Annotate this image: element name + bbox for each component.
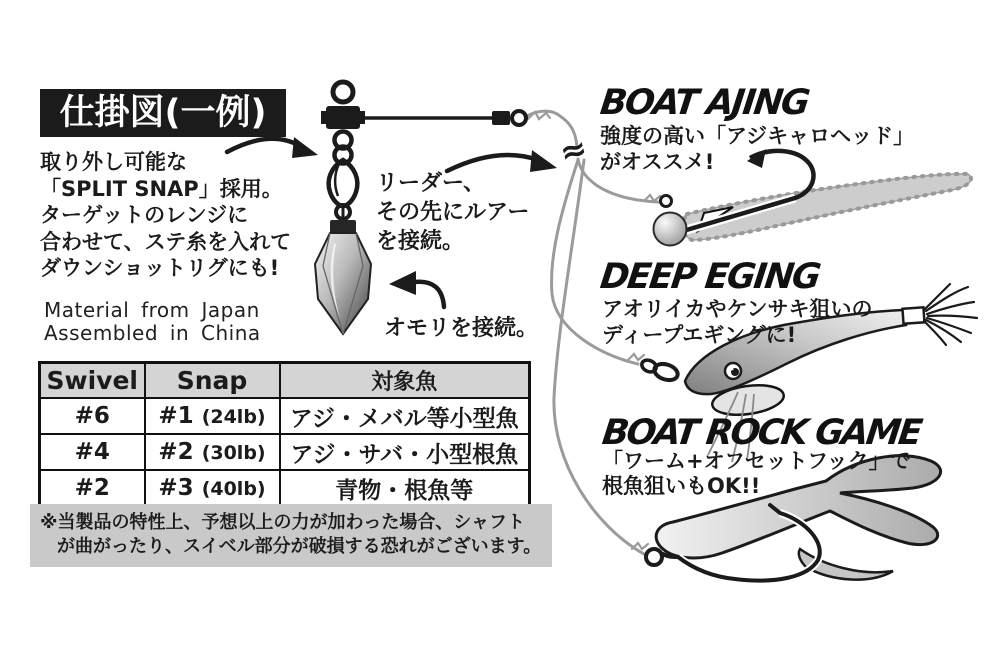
target-fish: アジ・サバ・小型根魚	[280, 434, 530, 470]
intro-text	[40, 149, 291, 282]
swivel-size: #6	[40, 398, 145, 434]
snap-size: #1 (24lb)	[145, 398, 280, 434]
snap-strength: (24lb)	[201, 406, 266, 428]
swivel-barrel-icon	[326, 106, 360, 129]
section-desc-boat-ajing: 強度の高い「アジキャロヘッド」 がオススメ!	[600, 124, 915, 174]
line-break-mark: ≈	[555, 128, 592, 172]
warning-line-1: ※当製品の特性上、予想以上の力が加わった場合、シャフト	[40, 512, 525, 533]
hook-eye-ring-icon	[646, 549, 662, 565]
egi-crown-hooks-icon	[924, 284, 977, 345]
origin-line-2: Assembled in China	[44, 321, 261, 345]
snap-strength: (30lb)	[201, 442, 266, 464]
intro-line-4: 合わせて、ステ糸を入れて	[40, 229, 292, 254]
section-title-deep-eging: DEEP EGING	[598, 257, 822, 297]
split-snap-icon	[329, 160, 358, 206]
intro-line-5: ダウンショットリグにも!	[40, 256, 280, 280]
table-header-target-fish: 対象魚	[280, 363, 530, 399]
intro-line-3: ターゲットのレンジに	[40, 203, 249, 227]
spec-table	[38, 361, 531, 508]
table-header-swivel: Swivel	[40, 363, 145, 399]
sinker-weight-icon	[315, 233, 371, 334]
arrow-to-weight-icon	[414, 282, 444, 307]
snap-size: #2 (30lb)	[145, 434, 280, 470]
section-desc-deep-eging: アオリイカやケンサキ狙いの ディープエギングに!	[602, 297, 873, 347]
section-desc-boat-rock-game: 「ワーム+オフセットフック」で 根魚狙いもOK!!	[602, 449, 911, 498]
target-fish: アジ・メバル等小型魚	[280, 398, 530, 434]
jig-ball-head-icon	[654, 213, 687, 246]
snap-size: #3 (40lb)	[145, 470, 280, 507]
warning-line-2: が曲がったり、スイベル部分が破損する恐れがございます。	[57, 536, 542, 557]
swivel-size: #2	[40, 470, 145, 507]
weight-connection-label: オモリを接続。	[384, 316, 539, 341]
page-title-box: 仕掛図(一例)	[40, 89, 286, 137]
intro-line-1: 取り外し可能な	[40, 150, 187, 174]
table-row	[40, 470, 530, 507]
table-row	[40, 434, 530, 470]
soft-worm-icon	[683, 174, 971, 240]
table-header-row	[40, 363, 530, 399]
target-fish: 青物・根魚等	[280, 470, 530, 507]
warning-note	[30, 504, 552, 567]
arm-end-ring-icon	[512, 111, 526, 125]
egi-tail-rod-icon	[902, 307, 924, 323]
leader-connection-label: リーダー、 その先にルアー を接続。	[376, 171, 530, 254]
origin-note	[44, 299, 261, 345]
intro-line-2: 「SPLIT SNAP」採用。	[40, 176, 283, 201]
table-row	[40, 398, 530, 434]
snap-strength: (40lb)	[201, 478, 266, 500]
origin-line-1: Material from Japan	[44, 298, 260, 322]
section-title-boat-ajing: BOAT AJING	[598, 83, 811, 123]
section-title-boat-rock-game: BOAT ROCK GAME	[600, 413, 923, 453]
jig-eye-icon	[661, 196, 672, 207]
swivel-size: #4	[40, 434, 145, 470]
table-header-snap: Snap	[145, 363, 280, 399]
swivel-top-ring-icon	[333, 82, 353, 102]
